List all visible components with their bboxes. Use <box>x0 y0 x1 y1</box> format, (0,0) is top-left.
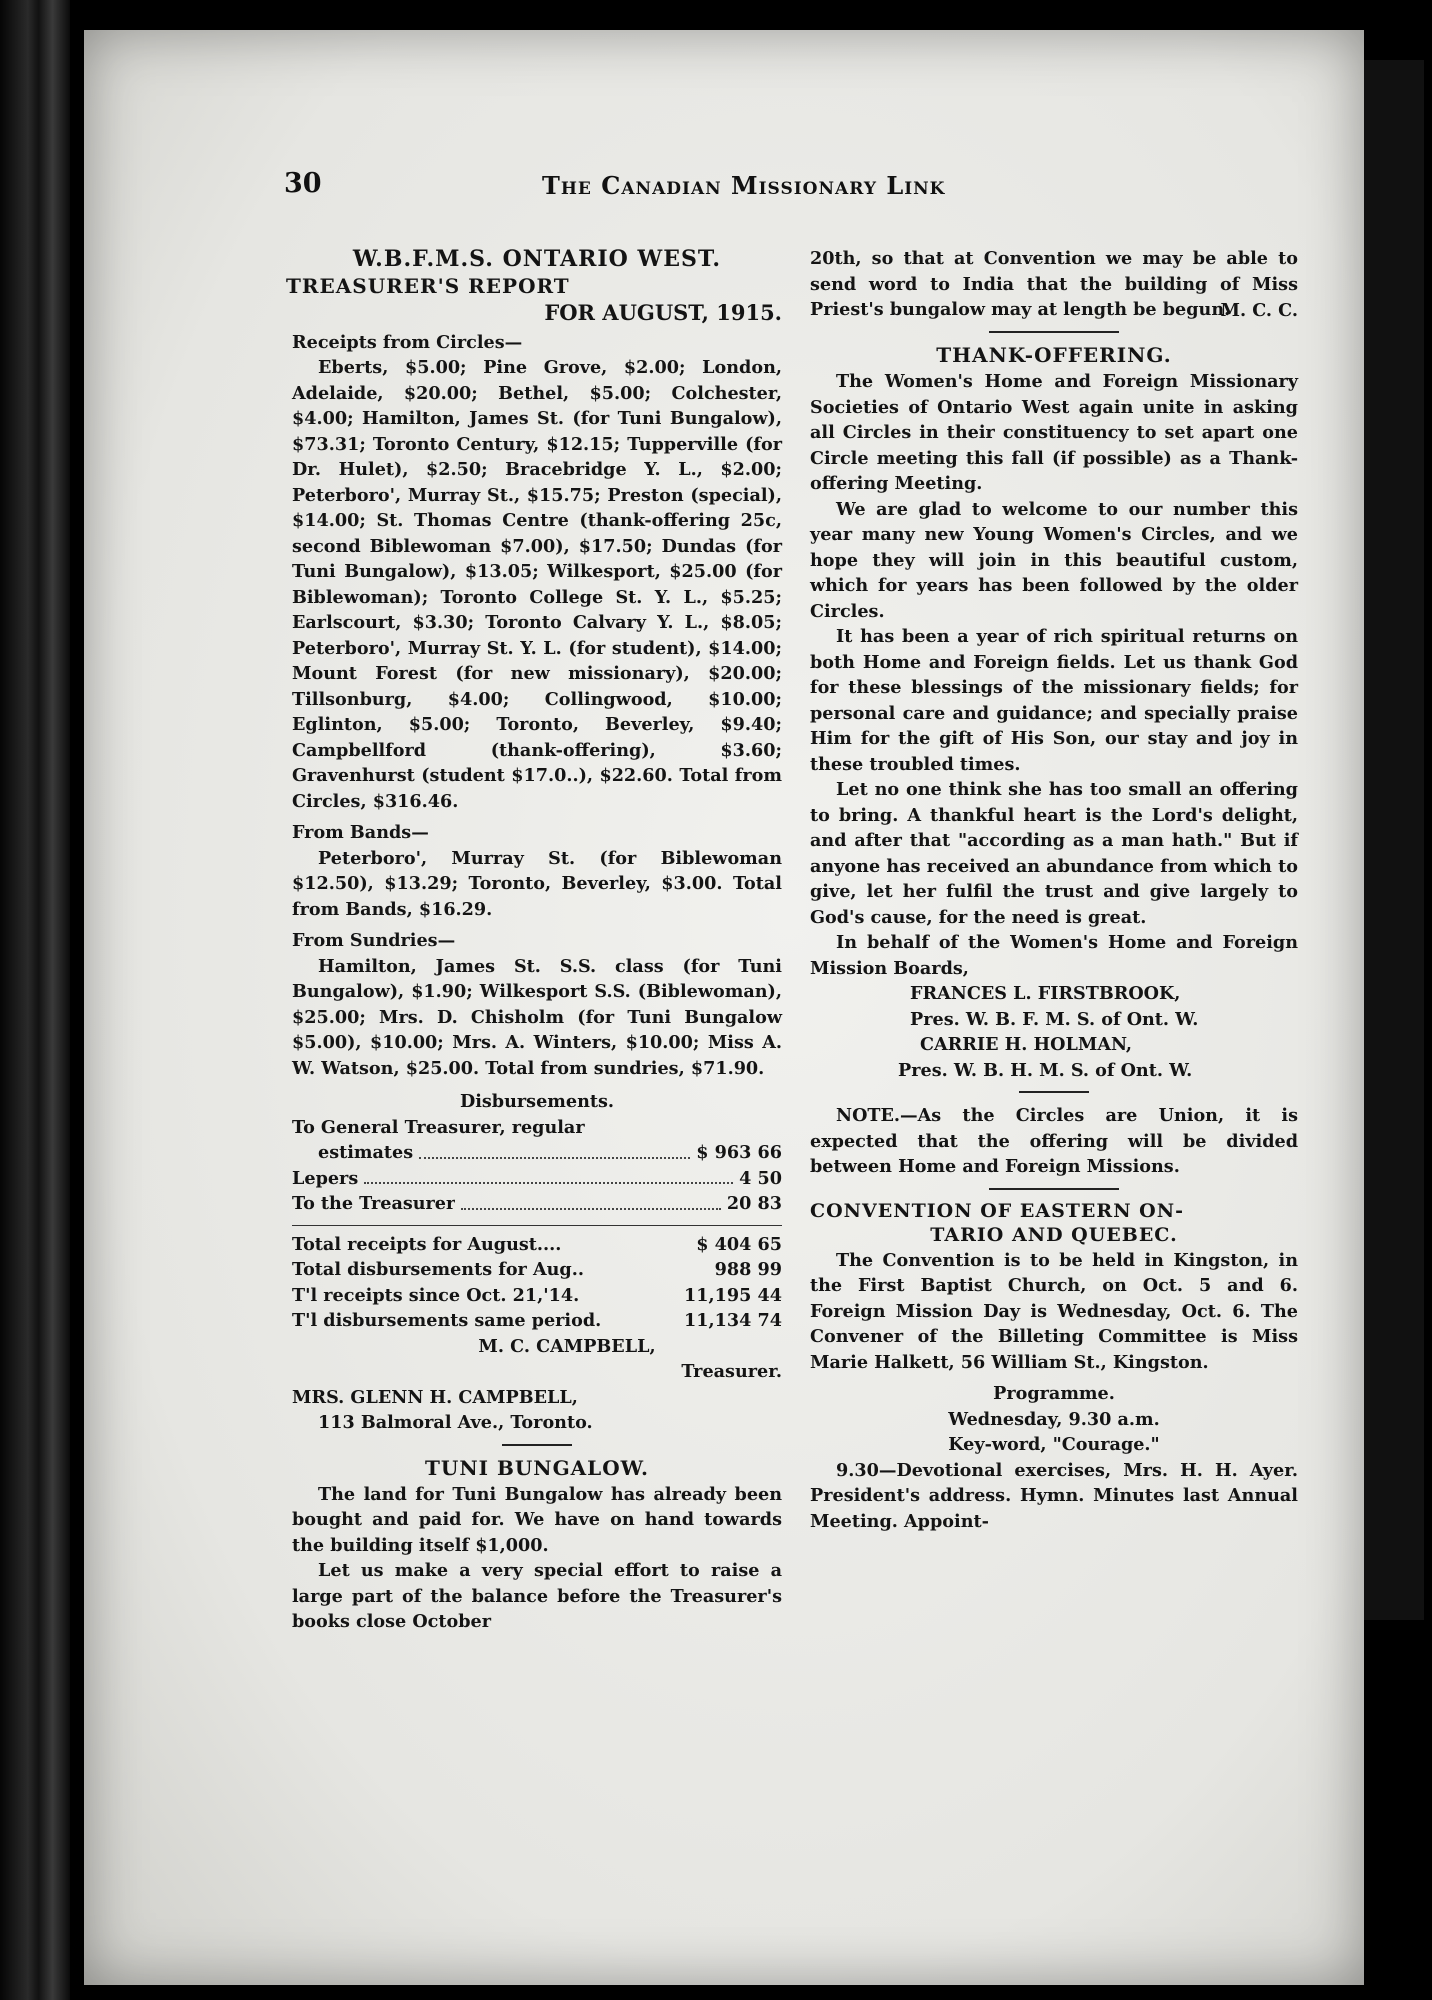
report-period: FOR AUGUST, 1915. <box>544 300 782 325</box>
row-label: estimates <box>318 1142 414 1163</box>
dot-leader <box>461 1191 721 1210</box>
receipts-circles-text: Eberts, $5.00; Pine Grove, $2.00; London, Adelaide, $20.00; Bethel, $5.00; Colchester, $4.00; Hamilton, James St. (for Tuni Bungalow), $73.31; Toronto Century, $12.15; Tupperville (for Dr. Hulet), $2.50; Bracebridge Y. L., $2.00; Peterboro', Murray St., $15.75; Preston (special), $14.00; St. Thomas Centre (thank-offering 25c, second Biblewoman $7.00), $17.50; Dundas (for Tuni Bungalow), $13.05; Wilkesport, $25.00 (for Biblewoman); Toronto College St. Y. L., $5.25; Earlscourt, $3.30; Toronto Calvary Y. L., $8.05; Peterboro', Murray St. Y. L. (for student), $14.00; Mount Forest (for new missionary), $20.00; Tillsonburg, $4.00; Collingwood, $10.00; Eglinton, $5.00; Toronto, Beverley, $9.40; Campbellford (thank-offering), $3.60; Gravenhurst (student $17.0..), $22.60. Total from Circles, $316.46. <box>292 357 782 812</box>
programme-keyword: Key-word, "Courage." <box>948 1434 1160 1455</box>
signature-1-role: Pres. W. B. F. M. S. of Ont. W. <box>910 1008 1199 1030</box>
signature-1-name: FRANCES L. FIRSTBROOK, <box>910 983 1181 1004</box>
dot-leader <box>419 1140 690 1159</box>
address-street: 113 Balmoral Ave., Toronto. <box>318 1412 593 1433</box>
row-amount: 11,134 74 <box>684 1310 782 1331</box>
report-title: W.B.F.M.S. ONTARIO WEST. <box>352 246 722 272</box>
programme-text: 9.30—Devotional exercises, Mrs. H. H. Ayer. President's address. Hymn. Minutes last Annual Meeting. Appoint- <box>810 1459 1298 1532</box>
tuni-paragraph-1: The land for Tuni Bungalow has already been bought and paid for. We have on hand towards the building itself $1,000. <box>292 1483 782 1556</box>
convention-title-line-1: CONVENTION OF EASTERN ON- <box>810 1199 1184 1222</box>
divider <box>989 1188 1119 1190</box>
row-amount: 11,195 44 <box>684 1284 782 1306</box>
report-subtitle: TREASURER'S REPORT <box>286 274 570 298</box>
table-row <box>292 1283 782 1309</box>
row-label: To General Treasurer, regular <box>292 1116 585 1138</box>
thank-paragraph-5: In behalf of the Women's Home and Foreign Mission Boards, <box>810 932 1298 979</box>
page-header <box>284 168 1064 212</box>
dot-leader <box>364 1166 733 1185</box>
table-row <box>292 1115 782 1141</box>
convention-title-line-2: TARIO AND QUEBEC. <box>930 1223 1178 1246</box>
divider <box>989 331 1119 333</box>
row-label: Lepers <box>292 1167 359 1189</box>
continued-text: 20th, so that at Convention we may be able to send word to India that the building of Miss Priest's bungalow may at length be begun. <box>810 248 1298 320</box>
sundries-text: Hamilton, James St. S.S. class (for Tuni Bungalow), $1.90; Wilkesport S.S. (Biblewoman), $25.00; Mrs. D. Chisholm (for Tuni Bungalow $5.00), $10.00; Mrs. A. Winters, $10.00; Miss A. W. Watson, $25.00. Total from sundries, $71.90. <box>292 955 782 1079</box>
row-amount: $ 404 65 <box>696 1233 782 1255</box>
facing-page-edge <box>1364 60 1424 1620</box>
tuni-paragraph-2: Let us make a very special effort to raise a large part of the balance before the Treasurer's books close October <box>292 1560 782 1632</box>
totals-table <box>292 1232 782 1334</box>
thank-offering-title: THANK-OFFERING. <box>936 343 1172 367</box>
row-label: To the Treasurer <box>292 1193 456 1214</box>
right-column <box>810 246 1298 1534</box>
divider <box>292 1225 782 1226</box>
table-row <box>292 1191 782 1217</box>
disbursements-heading: Disbursements. <box>459 1091 615 1112</box>
page-number: 30 <box>284 168 322 199</box>
book-binding-edge <box>0 0 70 2000</box>
thank-paragraph-4: Let no one think she has too small an offering to bring. A thankful heart is the Lord's delight, and after that "according as a man hath." But if anyone has received an abundance from which to give, let her fulfil the trust and give largely to God's cause, for the need is great. <box>810 779 1298 928</box>
left-column <box>286 246 782 1635</box>
table-row <box>292 1232 782 1258</box>
row-label: T'l disbursements same period. <box>292 1310 602 1331</box>
row-label: Total disbursements for Aug.. <box>292 1259 584 1280</box>
programme-day: Wednesday, 9.30 a.m. <box>948 1408 1160 1430</box>
divider <box>502 1444 572 1446</box>
table-row <box>292 1308 782 1334</box>
row-label: T'l receipts since Oct. 21,'14. <box>292 1284 580 1306</box>
receipts-heading: Receipts from Circles— <box>292 331 523 353</box>
convention-text: The Convention is to be held in Kingston, in the First Baptist Church, on Oct. 5 and 6. Foreign Mission Day is Wednesday, Oct. 6. The Convener of the Billeting Committee is Miss Marie Halkett, 56 William St., Kingston. <box>810 1249 1298 1373</box>
address-name: MRS. GLENN H. CAMPBELL, <box>292 1386 578 1408</box>
note-paragraph: NOTE.—As the Circles are Union, it is expected that the offering will be divided between Home and Foreign Missions. <box>810 1105 1298 1177</box>
signature-name: M. C. CAMPBELL, <box>478 1335 656 1357</box>
table-row <box>292 1140 782 1166</box>
row-amount: 988 99 <box>714 1259 782 1280</box>
divider <box>1019 1091 1089 1093</box>
thank-paragraph-2: We are glad to welcome to our number this year many new Young Women's Circles, and we hope they will join in this beautiful custom, which for years has been followed by the older Circles. <box>810 498 1298 622</box>
bands-text: Peterboro', Murray St. (for Biblewoman $12.50), $13.29; Toronto, Beverley, $3.00. Total from Bands, $16.29. <box>292 847 782 920</box>
table-row <box>292 1257 782 1283</box>
thank-paragraph-3: It has been a year of rich spiritual returns on both Home and Foreign fields. Let us thank God for these blessings of the missionary fields; for personal care and guidance; and specially praise Him for the gift of His Son, our stay and joy in these troubled times. <box>810 626 1298 775</box>
row-label: Total receipts for August.... <box>292 1233 562 1255</box>
signature-role: Treasurer. <box>681 1361 782 1382</box>
bands-heading: From Bands— <box>292 822 429 843</box>
running-head: The Canadian Missionary Link <box>542 171 946 200</box>
signature-2-role: Pres. W. B. H. M. S. of Ont. W. <box>898 1059 1193 1081</box>
sundries-heading: From Sundries— <box>292 930 456 951</box>
row-amount: 20 83 <box>726 1193 782 1214</box>
programme-title: Programme. <box>993 1383 1115 1404</box>
signature-2-name: CARRIE H. HOLMAN, <box>920 1034 1133 1055</box>
continued-signature: M. C. C. <box>1220 299 1298 321</box>
table-row <box>292 1166 782 1192</box>
tuni-title: TUNI BUNGALOW. <box>425 1455 649 1480</box>
thank-paragraph-1: The Women's Home and Foreign Missionary Societies of Ontario West again unite in asking all Circles in their constituency to set apart one Circle meeting this fall (if possible) as a Thank-offering Meeting. <box>810 371 1298 494</box>
row-amount: 4 50 <box>739 1167 782 1189</box>
disbursements-table <box>292 1115 782 1217</box>
row-amount: $ 963 66 <box>696 1142 782 1163</box>
